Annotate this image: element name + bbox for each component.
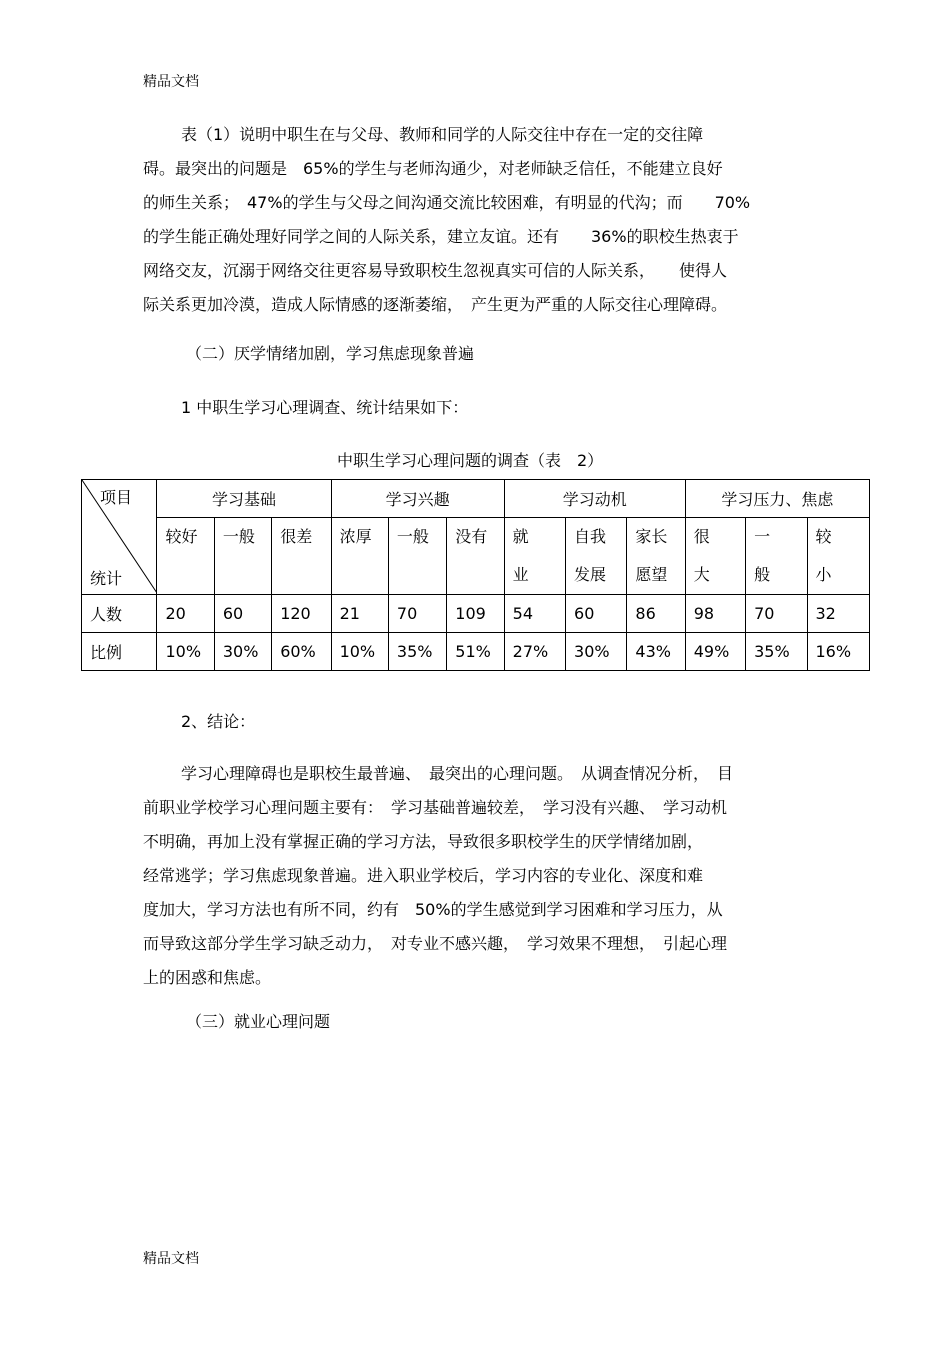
subheader-text: 很	[693, 527, 710, 546]
subheader-cell	[807, 518, 870, 595]
subheader-text: 业	[512, 565, 529, 584]
conclusion-title: 2、结论：	[181, 712, 256, 731]
paragraph-conclusion	[143, 757, 823, 995]
subheader-text: 较好	[165, 527, 198, 546]
subheader-text: 一般	[396, 527, 429, 546]
table-cell: 54	[504, 595, 565, 633]
table-cell: 30%	[566, 633, 627, 671]
para-line: 的师生关系； 47%的学生与父母之间沟通交流比较困难，有明显的代沟；而 70%	[143, 193, 751, 212]
table-cell: 70	[388, 595, 446, 633]
para-line: 而导致这部分学生学习缺乏动力， 对专业不感兴趣， 学习效果不理想， 引起心理	[143, 934, 728, 953]
row-label: 比例	[82, 633, 157, 671]
subheader-cell	[627, 518, 685, 595]
para-line: 学习心理障碍也是职校生最普遍、 最突出的心理问题。 从调查情况分析， 目	[181, 764, 734, 783]
table-cell: 60	[566, 595, 627, 633]
table-cell: 10%	[331, 633, 388, 671]
table-cell: 35%	[388, 633, 446, 671]
row-label: 人数	[82, 595, 157, 633]
table-cell: 51%	[447, 633, 504, 671]
subheader-text: 小	[815, 565, 832, 584]
table-title: 中职生学习心理问题的调查（表 2）	[337, 451, 604, 470]
table-cell: 70	[746, 595, 807, 633]
table-cell: 60	[214, 595, 271, 633]
para-line: 网络交友，沉溺于网络交往更容易导致职校生忽视真实可信的人际关系， 使得人	[143, 261, 728, 280]
subheader-cell	[746, 518, 807, 595]
subheader-cell	[685, 518, 745, 595]
table-cell: 49%	[685, 633, 745, 671]
subheader-text: 就	[512, 527, 529, 546]
table-cell: 86	[627, 595, 685, 633]
group-header: 学习基础	[157, 480, 331, 518]
subheader-cell	[214, 518, 271, 595]
subheader-cell	[447, 518, 504, 595]
table-cell: 109	[447, 595, 504, 633]
subheader-text: 愿望	[635, 565, 668, 584]
table-cell: 20	[157, 595, 214, 633]
group-header: 学习动机	[504, 480, 685, 518]
para-line: 不明确，再加上没有掌握正确的学习方法，导致很多职校学生的厌学情绪加剧，	[143, 832, 704, 851]
table-cell: 60%	[272, 633, 331, 671]
table-cell: 120	[272, 595, 331, 633]
table-cell: 21	[331, 595, 388, 633]
para-line: 经常逃学；学习焦虑现象普遍。进入职业学校后，学习内容的专业化、深度和难	[143, 866, 704, 885]
table-cell: 16%	[807, 633, 870, 671]
subheader-text: 自我	[574, 527, 607, 546]
group-header: 学习压力、焦虑	[685, 480, 869, 518]
subheader-cell	[504, 518, 565, 595]
subheader-cell	[272, 518, 331, 595]
subheader-text: 般	[754, 565, 771, 584]
table-cell: 30%	[214, 633, 271, 671]
subheader-text: 大	[693, 565, 710, 584]
subheader-text: 家长	[635, 527, 668, 546]
table-cell: 43%	[627, 633, 685, 671]
subheader-cell	[157, 518, 214, 595]
para-line: 碍。最突出的问题是 65%的学生与老师沟通少，对老师缺乏信任，不能建立良好	[143, 159, 723, 178]
section-heading-2: （二）厌学情绪加剧，学习焦虑现象普遍	[186, 344, 475, 363]
page-footer: 精品文档	[143, 1251, 199, 1267]
table-cell: 32	[807, 595, 870, 633]
subheader-text: 浓厚	[339, 527, 372, 546]
paragraph-interpersonal	[143, 118, 823, 322]
section-heading-3: （三）就业心理问题	[186, 1012, 331, 1031]
table-cell: 27%	[504, 633, 565, 671]
subheader-text: 较	[815, 527, 832, 546]
table-cell: 10%	[157, 633, 214, 671]
subheader-text: 一般	[222, 527, 255, 546]
survey-table	[81, 479, 870, 671]
para-line: 度加大，学习方法也有所不同，约有 50%的学生感觉到学习困难和学习压力，从	[143, 900, 723, 919]
para-line: 的学生能正确处理好同学之间的人际关系，建立友谊。还有 36%的职校生热衷于	[143, 227, 739, 246]
subheader-text: 很差	[280, 527, 313, 546]
survey-intro: 1 中职生学习心理调查、统计结果如下：	[181, 398, 469, 417]
subheader-cell	[331, 518, 388, 595]
para-line: 际关系更加冷漠，造成人际情感的逐渐萎缩， 产生更为严重的人际交往心理障碍。	[143, 295, 728, 314]
corner-bottom-label: 统计	[90, 569, 123, 588]
group-header: 学习兴趣	[331, 480, 504, 518]
subheader-text: 一	[754, 527, 771, 546]
page-header: 精品文档	[143, 74, 199, 90]
subheader-text: 发展	[574, 565, 607, 584]
table-cell: 98	[685, 595, 745, 633]
para-line: 表（1）说明中职生在与父母、教师和同学的人际交往中存在一定的交往障	[181, 125, 704, 144]
subheader-cell	[566, 518, 627, 595]
corner-top-label: 项目	[100, 488, 133, 507]
subheader-text: 没有	[455, 527, 488, 546]
para-line: 前职业学校学习心理问题主要有： 学习基础普遍较差， 学习没有兴趣、 学习动机	[143, 798, 728, 817]
para-line: 上的困惑和焦虑。	[143, 968, 272, 987]
subheader-cell	[388, 518, 446, 595]
table-corner-cell	[82, 480, 157, 595]
table-cell: 35%	[746, 633, 807, 671]
